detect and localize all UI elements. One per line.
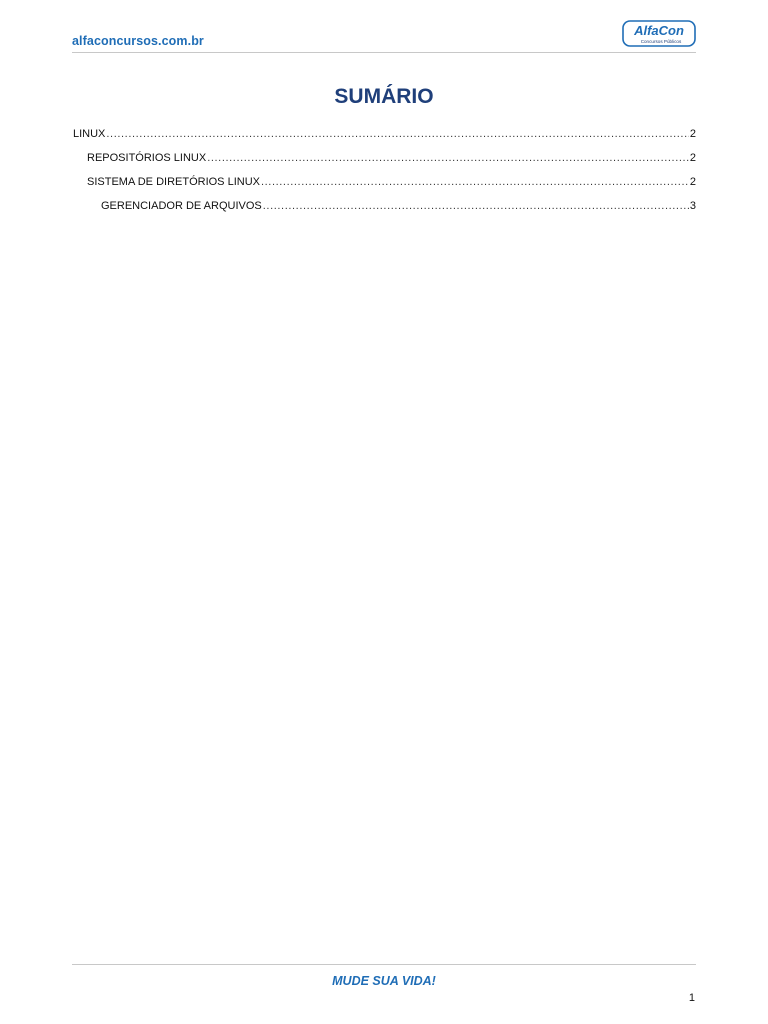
toc-entry-page: 2 — [689, 152, 696, 164]
footer-slogan: MUDE SUA VIDA! — [332, 974, 436, 988]
alfacon-logo[interactable] — [622, 20, 696, 47]
site-url-link[interactable]: alfaconcursos.com.br — [72, 34, 204, 48]
table-of-contents — [72, 128, 696, 224]
toc-entry-sistema-de-diretorios-linux[interactable] — [72, 176, 696, 200]
toc-entry-label: GERENCIADOR DE ARQUIVOS — [101, 200, 262, 212]
toc-entry-label: SISTEMA DE DIRETÓRIOS LINUX — [87, 176, 260, 188]
toc-entry-label: LINUX — [73, 128, 106, 140]
toc-entry-linux[interactable] — [72, 128, 696, 152]
toc-dot-leader — [261, 176, 689, 188]
toc-entry-page: 3 — [689, 200, 696, 212]
toc-dot-leader — [207, 152, 689, 164]
svg-text:Concursos Públicos: Concursos Públicos — [640, 39, 682, 44]
page-number: 1 — [688, 992, 695, 1004]
toc-entry-label: REPOSITÓRIOS LINUX — [87, 152, 207, 164]
page-header — [72, 18, 696, 52]
toc-dot-leader — [106, 128, 688, 140]
svg-text:AlfaCon: AlfaCon — [634, 23, 684, 38]
footer-divider — [72, 964, 696, 965]
toc-entry-page: 2 — [689, 128, 696, 140]
toc-entry-repositorios-linux[interactable] — [72, 152, 696, 176]
toc-entry-gerenciador-de-arquivos[interactable] — [72, 200, 696, 224]
page-title: SUMÁRIO — [334, 85, 434, 108]
header-divider — [72, 52, 696, 53]
toc-entry-page: 2 — [689, 176, 696, 188]
toc-dot-leader — [263, 200, 689, 212]
